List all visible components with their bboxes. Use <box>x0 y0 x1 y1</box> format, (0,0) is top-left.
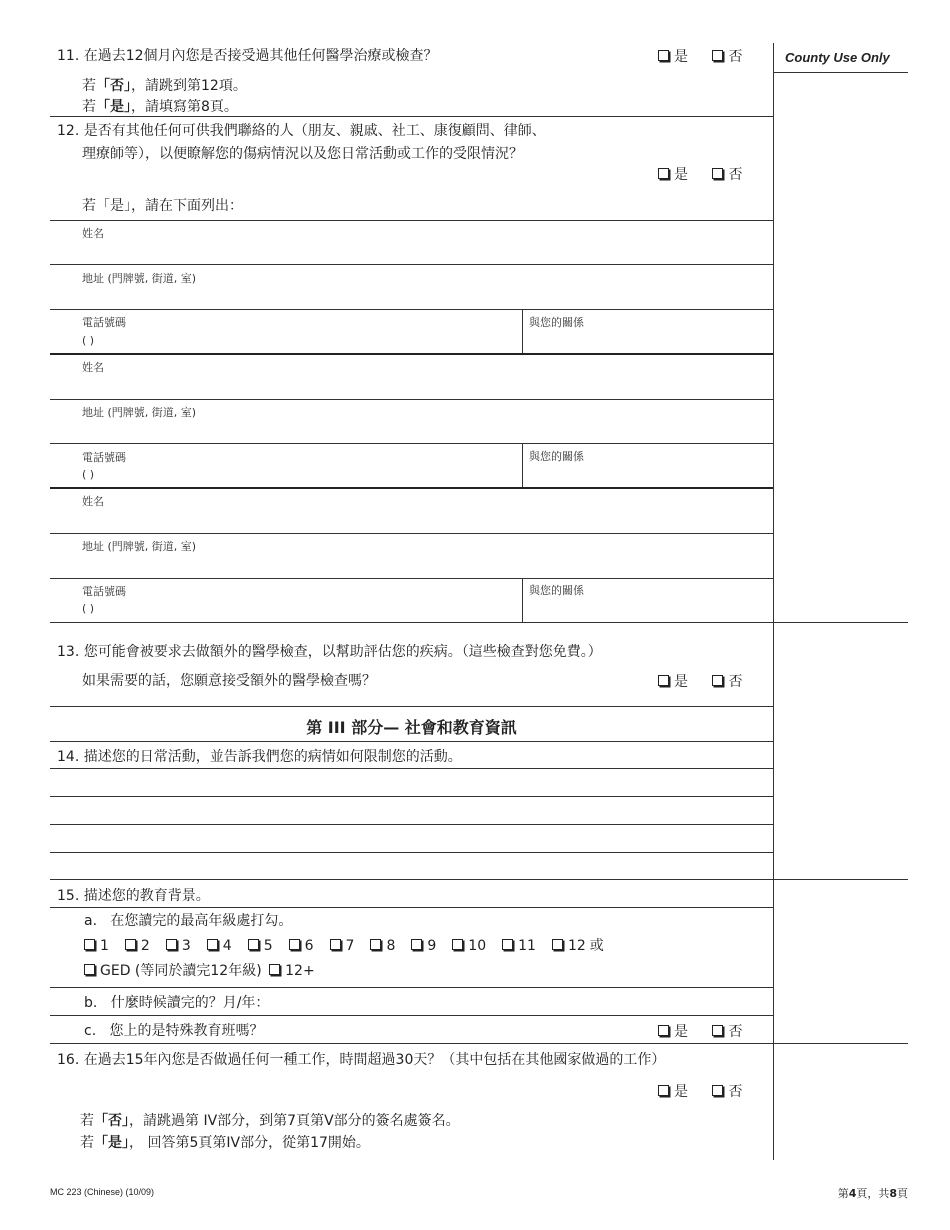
contact2-phone-placeholder: ( ) <box>82 468 95 481</box>
q15c-no-checkbox[interactable]: 否 <box>712 1024 742 1040</box>
divider-q12 <box>50 116 773 117</box>
grade-1-checkbox[interactable]: 1 <box>84 938 109 954</box>
contact2-relation-field[interactable]: 與您的關係 <box>529 450 584 463</box>
q13-number: 13. <box>57 644 80 660</box>
contact2-address-field[interactable]: 地址 (門牌號, 街道, 室) <box>82 406 197 419</box>
q12-list-prompt: 若「是」，請在下面列出： <box>82 198 243 214</box>
q16-question: 16. 在過去15年內您是否做過任何一種工作，時間超過30天？（其中包括在其他國家做過的工作） <box>57 1052 666 1068</box>
contact3-relation-field[interactable]: 與您的關係 <box>529 584 584 597</box>
q16-number: 16. <box>57 1052 80 1068</box>
grade-7-checkbox[interactable]: 7 <box>330 938 355 954</box>
divider-contact1-top <box>50 220 773 221</box>
q11-yes-checkbox[interactable]: 是 <box>658 49 688 65</box>
divider-q15 <box>50 879 908 880</box>
grade-10-checkbox[interactable]: 10 <box>452 938 486 954</box>
q16-yes-no <box>658 1081 762 1101</box>
divider-section3-bottom <box>50 741 773 742</box>
q15a-grade-options <box>84 935 604 955</box>
grade-5-checkbox[interactable]: 5 <box>248 938 273 954</box>
divider-contact3-relation <box>522 578 523 623</box>
q11-question <box>57 45 438 65</box>
q13-no-checkbox[interactable]: 否 <box>712 674 742 690</box>
q14-line-4 <box>50 852 773 853</box>
grade-11-checkbox[interactable]: 11 <box>502 938 536 954</box>
page-number: 第4頁，共8頁 <box>837 1187 908 1200</box>
q12-no-checkbox[interactable]: 否 <box>712 167 742 183</box>
q12-number: 12. <box>57 123 80 139</box>
q14-line-1 <box>50 768 773 769</box>
grade-3-checkbox[interactable]: 3 <box>166 938 191 954</box>
q12-yes-checkbox[interactable]: 是 <box>658 167 688 183</box>
q16-no-checkbox[interactable]: 否 <box>712 1084 742 1100</box>
section3-title: 第 III 部分— 社會和教育資訊 <box>306 718 517 737</box>
divider-contact3-phone <box>50 578 773 579</box>
grade-or-text: 或 <box>589 938 604 954</box>
q15a-question: a. 在您讀完的最高年級處打勾。 <box>84 913 293 929</box>
grade-4-checkbox[interactable]: 4 <box>207 938 232 954</box>
q12-question-line1: 12. 是否有其他任何可供我們聯絡的人（朋友、親戚、社工、康復顧問、律師、 <box>57 123 546 139</box>
divider-contact2-address <box>50 399 773 400</box>
county-use-only-label: County Use Only <box>785 50 890 65</box>
contact2-phone-field[interactable]: 電話號碼 <box>82 451 126 464</box>
q13-yes-no <box>658 671 762 691</box>
q15c-yes-checkbox[interactable]: 是 <box>658 1024 688 1040</box>
contact1-phone-field[interactable]: 電話號碼 <box>82 316 126 329</box>
q11-no-checkbox[interactable]: 否 <box>712 49 742 65</box>
q13-question-line1: 13. 您可能會被要求去做額外的醫學檢查，以幫助評估您的疾病。（這些檢查對您免費。） <box>57 644 602 660</box>
twelve-plus-checkbox[interactable]: 12+ <box>266 963 315 979</box>
divider-q13 <box>50 622 908 623</box>
q11-if-no: 若「否」，請跳到第12項。 <box>82 78 247 94</box>
q15a-ged-row <box>84 960 315 980</box>
divider-q15b <box>50 987 773 988</box>
contact1-name-field[interactable]: 姓名 <box>82 227 104 240</box>
grade-2-checkbox[interactable]: 2 <box>125 938 150 954</box>
county-column-divider <box>773 43 774 1160</box>
grade-9-checkbox[interactable]: 9 <box>411 938 436 954</box>
contact1-relation-field[interactable]: 與您的關係 <box>529 316 584 329</box>
q16-if-yes: 若「是」， 回答第5頁第IV部分，從第17開始。 <box>80 1135 370 1151</box>
q11-yes-no <box>658 46 762 66</box>
q16-if-no: 若「否」，請跳過第 IV部分，到第7頁第V部分的簽名處簽名。 <box>80 1113 460 1129</box>
divider-q15a <box>50 907 773 908</box>
q13-question-line2: 如果需要的話，您願意接受額外的醫學檢查嗎？ <box>82 673 376 689</box>
contact3-address-field[interactable]: 地址 (門牌號, 街道, 室) <box>82 540 197 553</box>
county-header-rule <box>773 72 908 73</box>
q11-text: 在過去12個月內您是否接受過其他任何醫學治療或檢查？ <box>83 48 438 64</box>
q12-yes-no <box>658 164 762 184</box>
divider-contact2-relation <box>522 443 523 488</box>
ged-checkbox[interactable]: GED (等同於讀完12年級) <box>84 963 262 979</box>
q14-question: 14. 描述您的日常活動，並告訴我們您的病情如何限制您的活動。 <box>57 749 462 765</box>
q14-number: 14. <box>57 749 80 765</box>
divider-q16 <box>50 1043 908 1044</box>
contact3-phone-placeholder: ( ) <box>82 602 95 615</box>
contact3-name-field[interactable]: 姓名 <box>82 495 104 508</box>
q16-yes-checkbox[interactable]: 是 <box>658 1084 688 1100</box>
q14-line-3 <box>50 824 773 825</box>
q15-question: 15. 描述您的教育背景。 <box>57 888 210 904</box>
q15c-question: c. 您上的是特殊教育班嗎？ <box>84 1023 264 1039</box>
contact3-phone-field[interactable]: 電話號碼 <box>82 585 126 598</box>
contact2-name-field[interactable]: 姓名 <box>82 361 104 374</box>
divider-section3-top <box>50 706 773 707</box>
divider-contact1-address <box>50 264 773 265</box>
q11-if-yes: 若「是」，請填寫第8頁。 <box>82 99 238 115</box>
divider-contact3-address <box>50 533 773 534</box>
contact1-address-field[interactable]: 地址 (門牌號, 街道, 室) <box>82 272 197 285</box>
q15-number: 15. <box>57 888 80 904</box>
contact1-phone-placeholder: ( ) <box>82 334 95 347</box>
divider-q15c <box>50 1015 773 1016</box>
q15b-question: b. 什麼時候讀完的？月/年： <box>84 995 270 1011</box>
q15c-yes-no <box>658 1021 762 1041</box>
divider-contact2-top <box>50 353 773 355</box>
form-id: MC 223 (Chinese) (10/09) <box>50 1187 155 1197</box>
grade-6-checkbox[interactable]: 6 <box>289 938 314 954</box>
q12-question-line2: 理療師等），以便瞭解您的傷病情況以及您日常活動或工作的受限情況？ <box>82 146 523 162</box>
q14-line-2 <box>50 796 773 797</box>
divider-contact3-top <box>50 487 773 489</box>
divider-contact1-phone <box>50 309 773 310</box>
grade-12-checkbox[interactable]: 12 <box>552 938 586 954</box>
q11-number: 11. <box>57 48 80 64</box>
grade-8-checkbox[interactable]: 8 <box>370 938 395 954</box>
divider-contact1-relation <box>522 309 523 354</box>
divider-contact2-phone <box>50 443 773 444</box>
q13-yes-checkbox[interactable]: 是 <box>658 674 688 690</box>
